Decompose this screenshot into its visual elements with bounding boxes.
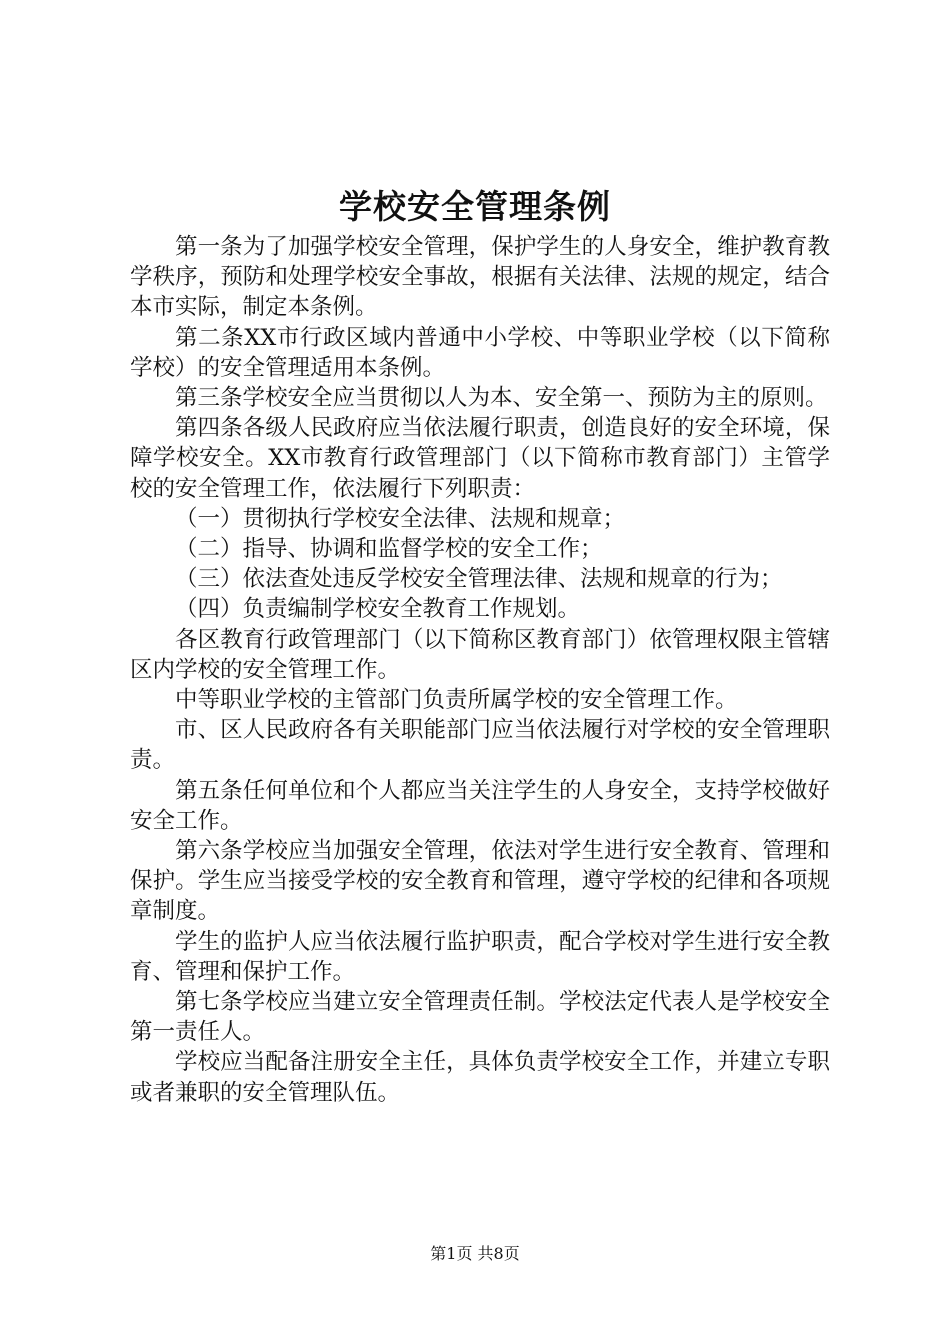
paragraph: 第四条各级人民政府应当依法履行职责，创造良好的安全环境，保障学校安全。XX市教育行政管理部门（以下简称市教育部门）主管学校的安全管理工作，依法履行下列职责： — [130, 415, 830, 502]
paragraph: （一）贯彻执行学校安全法律、法规和规章； — [175, 505, 626, 532]
paragraph: 学生的监护人应当依法履行监护职责，配合学校对学生进行安全教育、管理和保护工作。 — [130, 928, 830, 985]
paragraph: 中等职业学校的主管部门负责所属学校的安全管理工作。 — [175, 687, 738, 714]
paragraph: 第三条学校安全应当贯彻以人为本、安全第一、预防为主的原则。 — [175, 385, 828, 412]
paragraph: 各区教育行政管理部门（以下简称区教育部门）依管理权限主管辖区内学校的安全管理工作。 — [130, 626, 830, 683]
paragraph: 市、区人民政府各有关职能部门应当依法履行对学校的安全管理职责。 — [130, 717, 830, 774]
paragraph: 第五条任何单位和个人都应当关注学生的人身安全，支持学校做好安全工作。 — [130, 777, 830, 834]
document-title: 学校安全管理条例 — [339, 187, 611, 226]
document-body — [130, 232, 830, 1108]
paragraph: （三）依法查处违反学校安全管理法律、法规和规章的行为； — [175, 566, 783, 593]
paragraph: 第七条学校应当建立安全管理责任制。学校法定代表人是学校安全第一责任人。 — [130, 989, 830, 1046]
paragraph: （四）负责编制学校安全教育工作规划。 — [175, 596, 581, 623]
paragraph: （二）指导、协调和监督学校的安全工作； — [175, 536, 603, 563]
paragraph: 第二条XX市行政区域内普通中小学校、中等职业学校（以下简称学校）的安全管理适用本条例。 — [130, 324, 830, 381]
paragraph: 第六条学校应当加强安全管理，依法对学生进行安全教育、管理和保护。学生应当接受学校的安全教育和管理，遵守学校的纪律和各项规章制度。 — [130, 838, 830, 925]
paragraph: 第一条为了加强学校安全管理，保护学生的人身安全，维护教育教学秩序，预防和处理学校安全事故，根据有关法律、法规的规定，结合本市实际，制定本条例。 — [130, 234, 830, 321]
page-number-footer: 第1页 共8页 — [430, 1244, 520, 1263]
paragraph: 学校应当配备注册安全主任，具体负责学校安全工作，并建立专职或者兼职的安全管理队伍。 — [130, 1049, 830, 1106]
